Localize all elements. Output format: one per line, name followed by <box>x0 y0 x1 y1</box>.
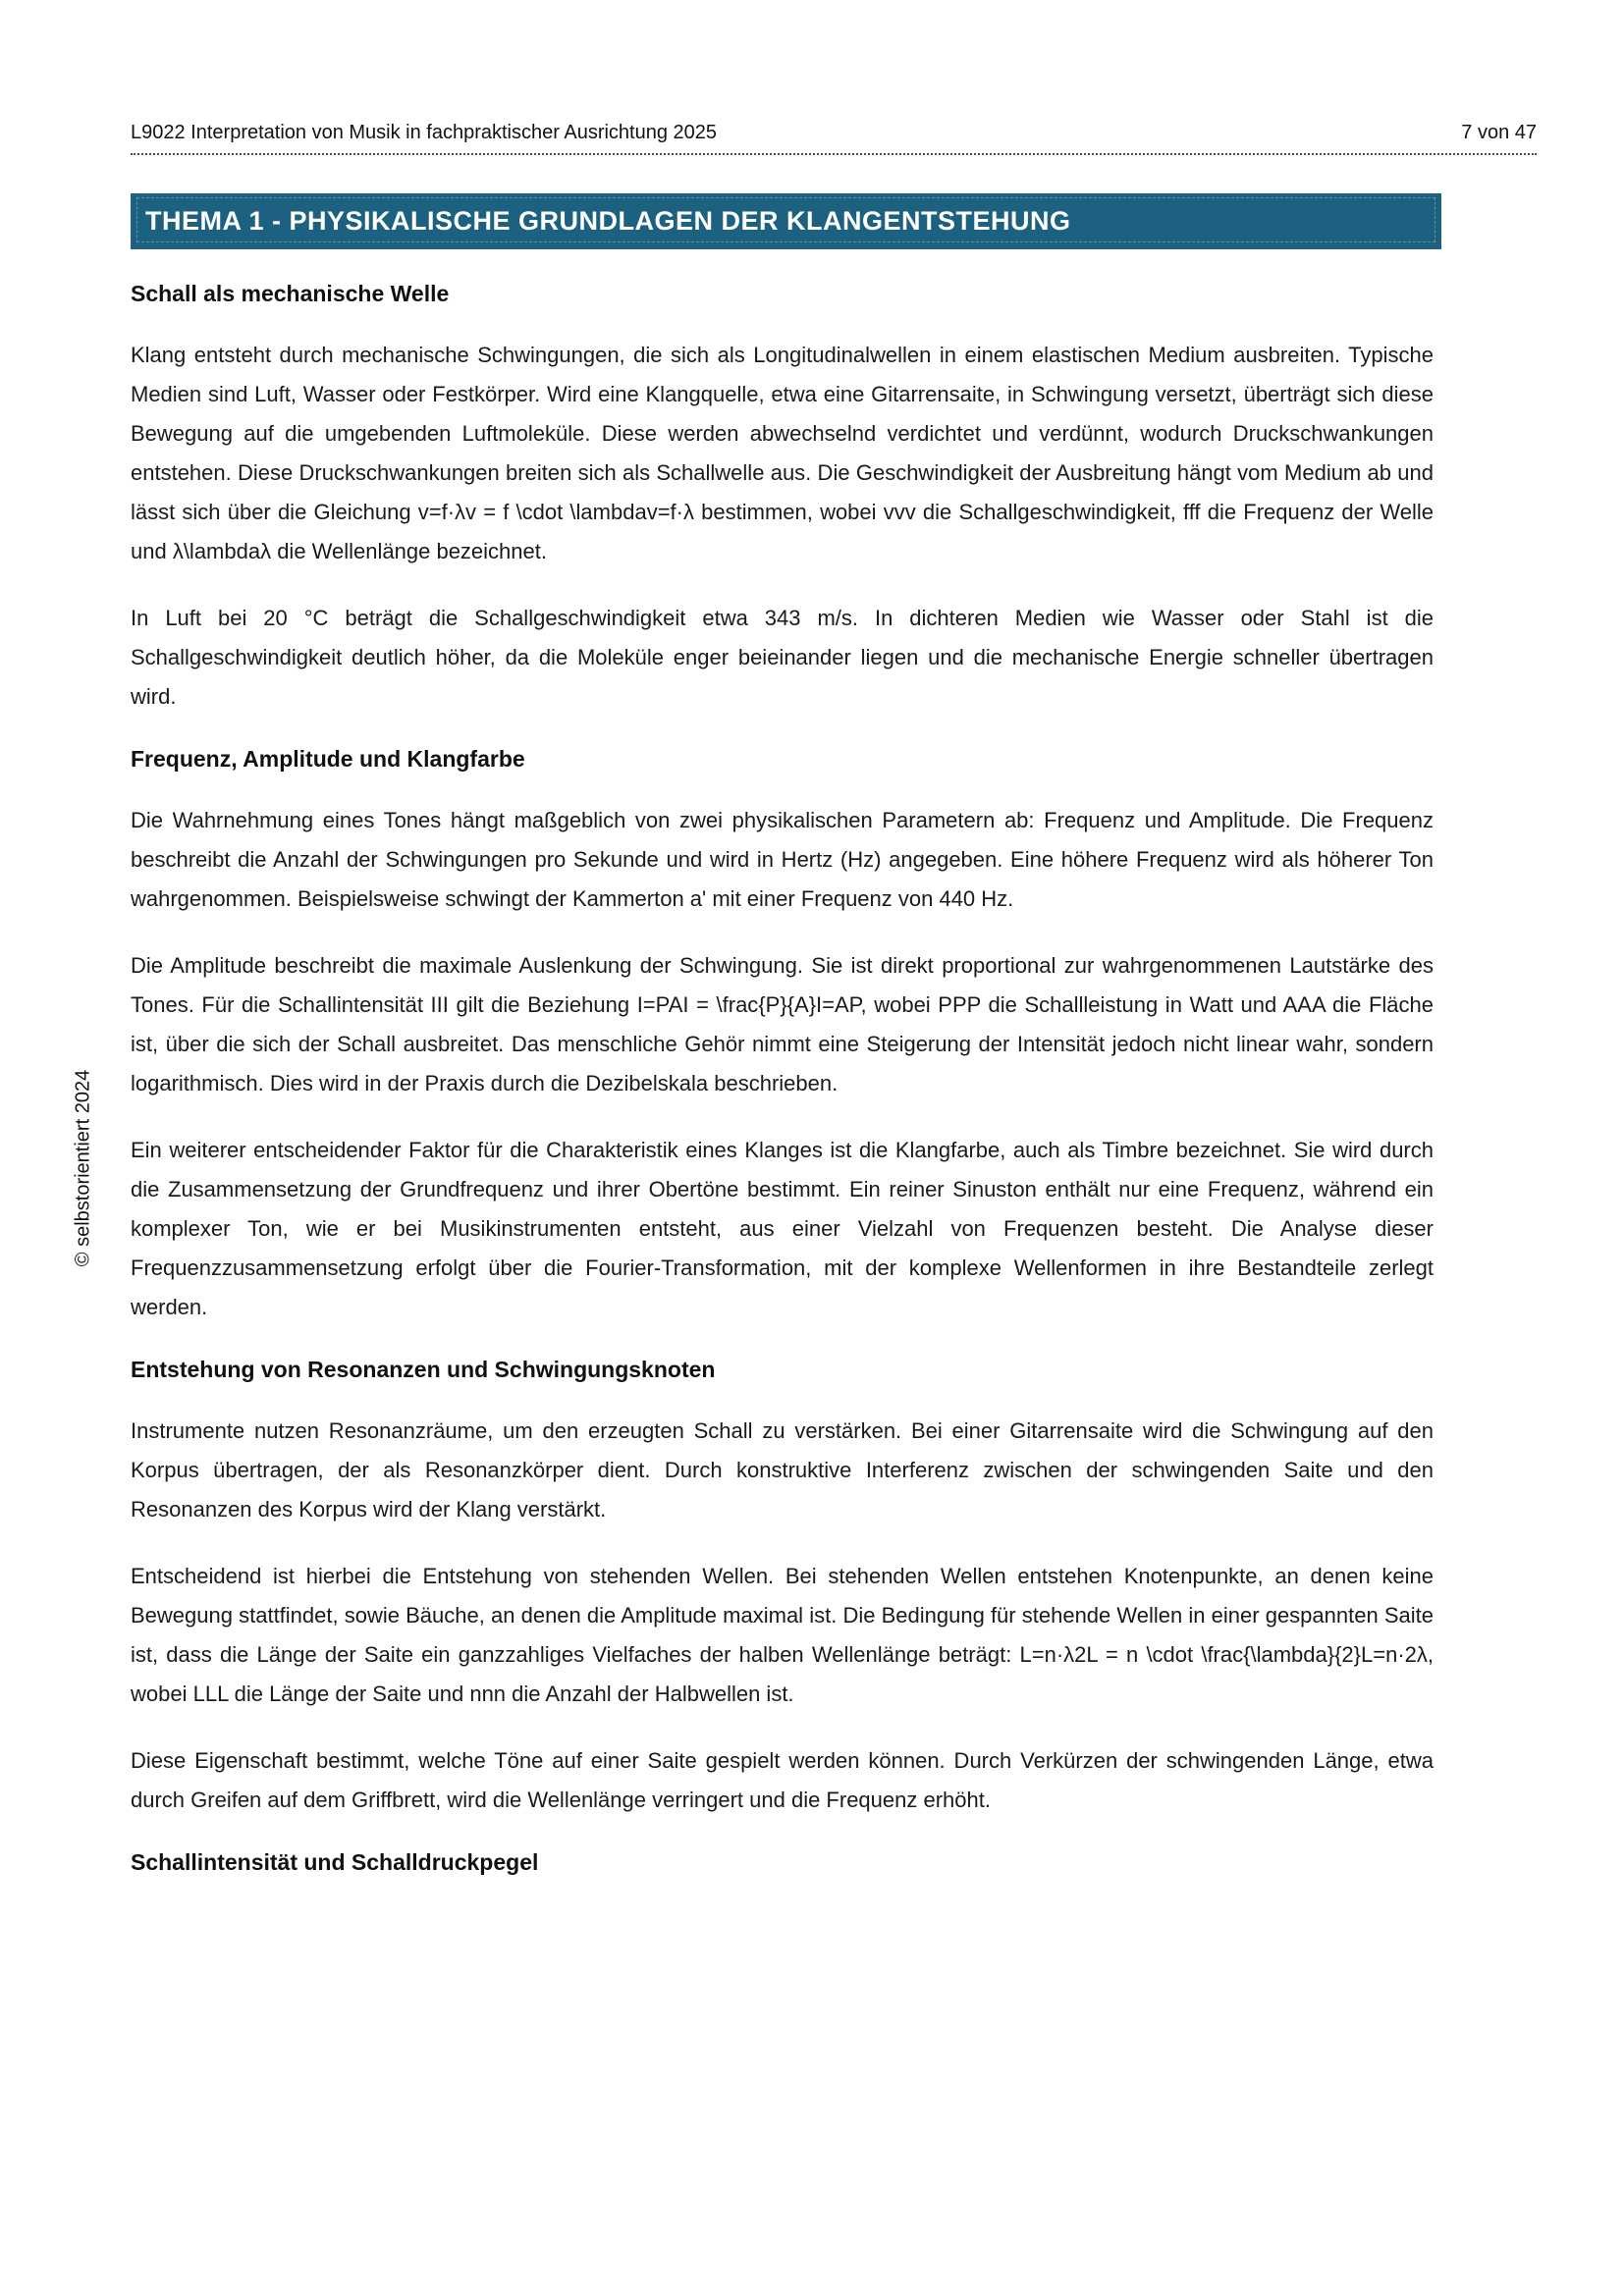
section-heading-schall-als-mechanische-welle: Schall als mechanische Welle <box>131 281 450 306</box>
paragraph: Die Amplitude beschreibt die maximale Auslenkung der Schwingung. Sie ist direkt proportional zur wahrgenommenen Lautstärke des Tones. Für die Schallintensität III gilt die Beziehung I=PAI = \frac{P}{A}I=AP, wobei PPP die Schallleistung in Watt und AAA die Fläche ist, über die sich der Schall ausbreitet. Das menschliche Gehör nimmt eine Steigerung der Intensität jedoch nicht linear wahr, sondern logarithmisch. Dies wird in der Praxis durch die Dezibelskala beschrieben. <box>131 953 1434 1095</box>
topic-banner-title: THEMA 1 - PHYSIKALISCHE GRUNDLAGEN DER KLANGENTSTEHUNG <box>145 206 1071 236</box>
document-body <box>131 279 1434 1904</box>
header-course-title: L9022 Interpretation von Musik in fachpraktischer Ausrichtung 2025 <box>131 122 718 143</box>
topic-banner <box>131 193 1441 249</box>
section-heading-resonanzen-schwingungsknoten: Entstehung von Resonanzen und Schwingungsknoten <box>131 1357 716 1382</box>
paragraph: Entscheidend ist hierbei die Entstehung von stehenden Wellen. Bei stehenden Wellen entstehen Knotenpunkte, an denen keine Bewegung stattfindet, sowie Bäuche, an denen die Amplitude maximal ist. Die Bedingung für stehende Wellen in einer gespannten Saite ist, dass die Länge der Saite ein ganzzahliges Vielfaches der halben Wellenlänge beträgt: L=n·λ2L = n \cdot \frac{\lambda}{2}L=n·2λ, wobei LLL die Länge der Saite und nnn die Anzahl der Halbwellen ist. <box>131 1564 1434 1706</box>
paragraph: In Luft bei 20 °C beträgt die Schallgeschwindigkeit etwa 343 m/s. In dichteren Medien wie Wasser oder Stahl ist die Schallgeschwindigkeit deutlich höher, da die Moleküle enger beieinander liegen und die mechanische Energie schneller übertragen wird. <box>131 606 1434 709</box>
section-heading-schallintensitaet-schalldruckpegel: Schallintensität und Schalldruckpegel <box>131 1849 539 1875</box>
paragraph: Ein weiterer entscheidender Faktor für die Charakteristik eines Klanges ist die Klangfarbe, auch als Timbre bezeichnet. Sie wird durch die Zusammensetzung der Grundfrequenz und ihrer Obertöne bestimmt. Ein reiner Sinuston enthält nur eine Frequenz, während ein komplexer Ton, wie er bei Musikinstrumenten entsteht, aus einer Vielzahl von Frequenzen besteht. Die Analyse dieser Frequenzzusammensetzung erfolgt über die Fourier-Transformation, mit der komplexe Wellenformen in ihre Bestandteile zerlegt werden. <box>131 1138 1434 1319</box>
paragraph: Diese Eigenschaft bestimmt, welche Töne auf einer Saite gespielt werden können. Durch Verkürzen der schwingenden Länge, etwa durch Greifen auf dem Griffbrett, wird die Wellenlänge verringert und die Frequenz erhöht. <box>131 1748 1434 1812</box>
section-heading-frequenz-amplitude-klangfarbe: Frequenz, Amplitude und Klangfarbe <box>131 746 525 772</box>
paragraph: Die Wahrnehmung eines Tones hängt maßgeblich von zwei physikalischen Parametern ab: Frequenz und Amplitude. Die Frequenz beschreibt die Anzahl der Schwingungen pro Sekunde und wird in Hertz (Hz) angegeben. Eine höhere Frequenz wird als höherer Ton wahrgenommen. Beispielsweise schwingt der Kammerton a' mit einer Frequenz von 440 Hz. <box>131 808 1434 911</box>
header-page-number: 7 von 47 <box>1461 122 1537 143</box>
paragraph: Instrumente nutzen Resonanzräume, um den erzeugten Schall zu verstärken. Bei einer Gitarrensaite wird die Schwingung auf den Korpus übertragen, der als Resonanzkörper dient. Durch konstruktive Interferenz zwischen der schwingenden Saite und den Resonanzen des Korpus wird der Klang verstärkt. <box>131 1418 1434 1522</box>
paragraph: Klang entsteht durch mechanische Schwingungen, die sich als Longitudinalwellen in einem elastischen Medium ausbreiten. Typische Medien sind Luft, Wasser oder Festkörper. Wird eine Klangquelle, etwa eine Gitarrensaite, in Schwingung versetzt, überträgt sich diese Bewegung auf die umgebenden Luftmoleküle. Diese werden abwechselnd verdichtet und verdünnt, wodurch Druckschwankungen entstehen. Diese Druckschwankungen breiten sich als Schallwelle aus. Die Geschwindigkeit der Ausbreitung hängt vom Medium ab und lässt sich über die Gleichung v=f·λv = f \cdot \lambdav=f·λ bestimmen, wobei vvv die Schallgeschwindigkeit, fff die Frequenz der Welle und λ\lambdaλ die Wellenlänge bezeichnet. <box>131 343 1434 563</box>
copyright-watermark: © selbstorientiert 2024 <box>72 1069 94 1267</box>
page-header <box>131 122 1537 155</box>
